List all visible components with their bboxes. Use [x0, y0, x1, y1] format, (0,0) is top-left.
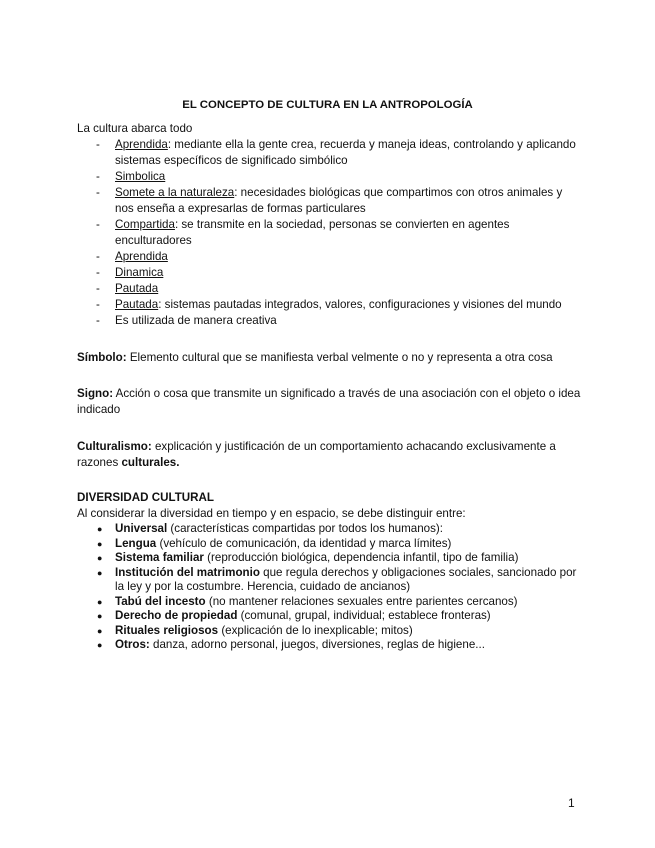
list-item: [77, 185, 582, 217]
item-text: (vehículo de comunicación, da identidad y marca límites): [156, 536, 452, 550]
list-item: [77, 638, 587, 653]
item-term: Otros:: [115, 638, 150, 651]
culturalismo-definition: [77, 439, 582, 471]
diversidad-section: [77, 490, 587, 653]
list-item: [77, 217, 582, 249]
simbolo-definition: [77, 350, 582, 366]
definition-text: Acción o cosa que transmite un significado a través de una asociación con el objeto o idea indicado: [77, 387, 581, 416]
list-item: [77, 281, 582, 297]
definition-bold-end: culturales.: [121, 456, 180, 469]
list-item: [77, 137, 582, 169]
page-number: 1: [568, 796, 575, 810]
item-term: Sistema familiar: [115, 551, 204, 564]
section-intro: Al considerar la diversidad en tiempo y en espacio, se debe distinguir entre:: [77, 507, 466, 520]
signo-definition: [77, 386, 582, 418]
list-item: [77, 169, 582, 185]
item-term: Aprendida: [115, 138, 168, 151]
item-text: : se transmite en la sociedad, personas se convierten en agentes enculturadores: [115, 218, 510, 247]
list-item: [77, 522, 587, 537]
item-term: Aprendida: [115, 250, 168, 263]
item-text: : sistemas pautadas integrados, valores, configuraciones y visiones del mundo: [158, 298, 562, 311]
definition-text: explicación y justificación de un comportamiento achacando exclusivamente a razones: [77, 440, 556, 469]
item-text: (explicación de lo inexplicable; mitos): [218, 623, 413, 637]
item-term: Simbolica: [115, 170, 166, 183]
list-item: [77, 595, 587, 610]
item-text: Es utilizada de manera creativa: [115, 314, 277, 327]
definition-text: Elemento cultural que se manifiesta verbal velmente o no y representa a otra cosa: [126, 351, 553, 364]
page-title: EL CONCEPTO DE CULTURA EN LA ANTROPOLOGÍA: [182, 99, 473, 111]
item-term: Derecho de propiedad: [115, 609, 238, 622]
list-item: [77, 265, 582, 281]
list-item: [77, 249, 582, 265]
item-term: Somete a la naturaleza: [115, 186, 235, 199]
list-item: [77, 537, 587, 552]
list-item: [77, 551, 587, 566]
list-item: [77, 624, 587, 639]
culture-section: [77, 121, 582, 329]
list-item: [77, 313, 582, 329]
section-heading: DIVERSIDAD CULTURAL: [77, 491, 214, 504]
definition-term: Culturalismo:: [77, 440, 152, 453]
culture-intro: La cultura abarca todo: [77, 122, 193, 135]
definition-term: Símbolo:: [77, 351, 127, 364]
item-term: Institución del matrimonio: [115, 565, 260, 579]
culture-list: [77, 137, 582, 329]
item-term: Pautada: [115, 282, 159, 295]
item-text: (comunal, grupal, individual; establece fronteras): [237, 609, 491, 622]
item-text: : mediante ella la gente crea, recuerda y maneja ideas, controlando y aplicando sistemas específicos de significado simbólico: [115, 138, 576, 167]
definition-term: Signo:: [77, 387, 114, 400]
item-term: Compartida: [115, 218, 175, 231]
list-item: [77, 566, 587, 595]
item-text: : necesidades biológicas que compartimos con otros animales y nos enseña a expresarlas de formas particulares: [115, 186, 563, 215]
item-term: Rituales religiosos: [115, 623, 219, 637]
item-term: Dinamica: [115, 266, 164, 279]
diversidad-list: [77, 522, 587, 653]
item-term: Tabú del incesto: [115, 594, 206, 608]
item-text: danza, adorno personal, juegos, diversiones, reglas de higiene...: [149, 638, 485, 651]
list-item: [77, 297, 582, 313]
item-term: Universal: [115, 522, 168, 535]
item-text: (características compartidas por todos los humanos):: [167, 522, 443, 535]
list-item: [77, 609, 587, 624]
item-text: (reproducción biológica, dependencia infantil, tipo de familia): [203, 551, 519, 564]
item-text: (no mantener relaciones sexuales entre parientes cercanos): [205, 594, 518, 608]
item-term: Lengua: [115, 536, 157, 550]
item-term: Pautada: [115, 298, 159, 311]
item-text: que regula derechos y obligaciones sociales, sancionado por la ley y por la costumbre. Herencia, cuidado de ancianos): [115, 565, 577, 593]
